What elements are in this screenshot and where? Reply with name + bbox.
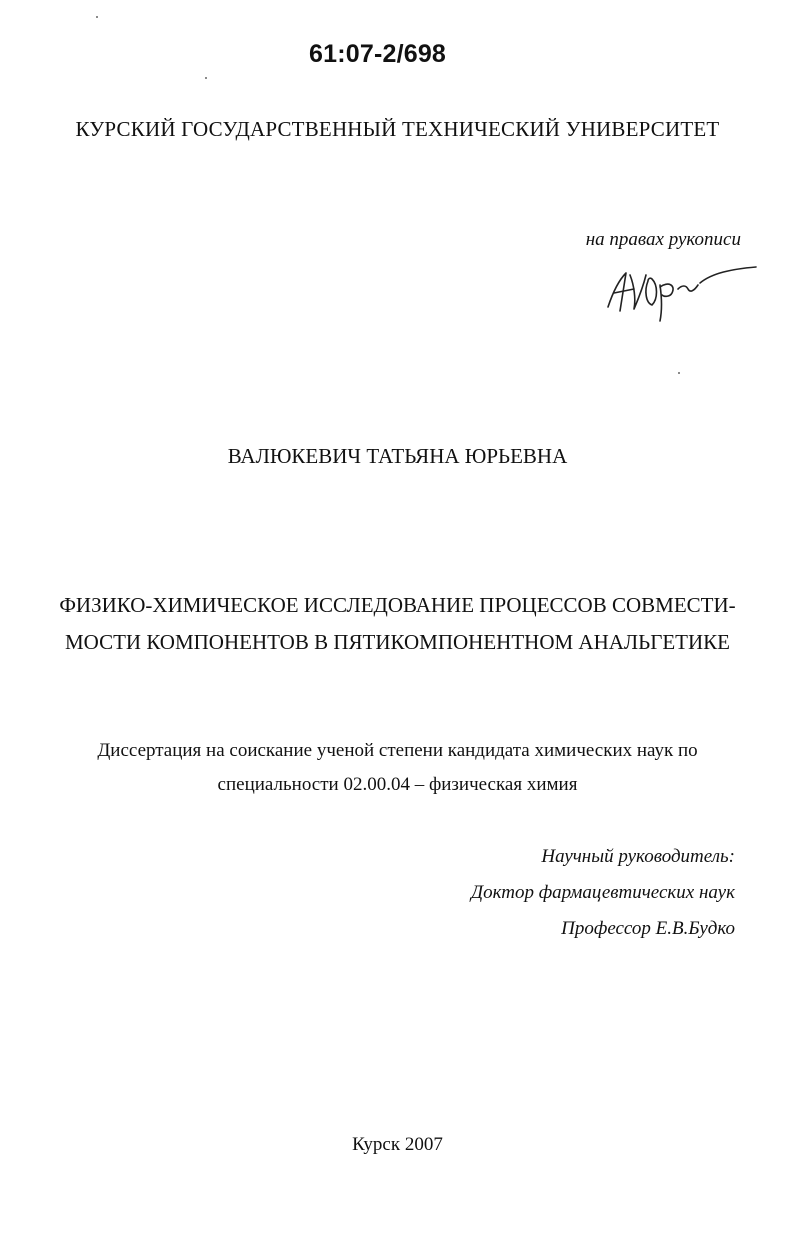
author-name: ВАЛЮКЕВИЧ ТАТЬЯНА ЮРЬЕВНА: [227, 444, 568, 468]
supervisor-degree: Доктор фармацевтических наук: [471, 882, 735, 903]
supervisor-block: [471, 839, 735, 947]
thesis-description: [0, 734, 795, 802]
archive-stamp-number: 61:07-2/698: [309, 40, 447, 68]
university-name: КУРСКИЙ ГОСУДАРСТВЕННЫЙ ТЕХНИЧЕСКИЙ УНИВЕРСИТЕТ: [75, 117, 720, 141]
thesis-line: Диссертация на соискание ученой степени кандидата химических наук по: [97, 740, 698, 761]
scan-speck: [205, 77, 207, 79]
supervisor-label: Научный руководитель:: [541, 846, 735, 867]
dissertation-title: [0, 587, 795, 661]
title-line: МОСТИ КОМПОНЕНТОВ В ПЯТИКОМПОНЕНТНОМ АНАЛЬГЕТИКЕ: [64, 630, 731, 654]
title-line: ФИЗИКО-ХИМИЧЕСКОЕ ИССЛЕДОВАНИЕ ПРОЦЕССОВ СОВМЕСТИ-: [59, 593, 736, 617]
supervisor-name: Профессор Е.В.Будко: [561, 918, 735, 939]
city-year: Курск 2007: [352, 1134, 443, 1155]
manuscript-note: на правах рукописи: [585, 229, 741, 250]
scan-speck: [96, 16, 98, 18]
signature-image: [600, 255, 760, 325]
thesis-line: специальности 02.00.04 – физическая химия: [217, 774, 578, 795]
scan-speck: [678, 372, 680, 374]
